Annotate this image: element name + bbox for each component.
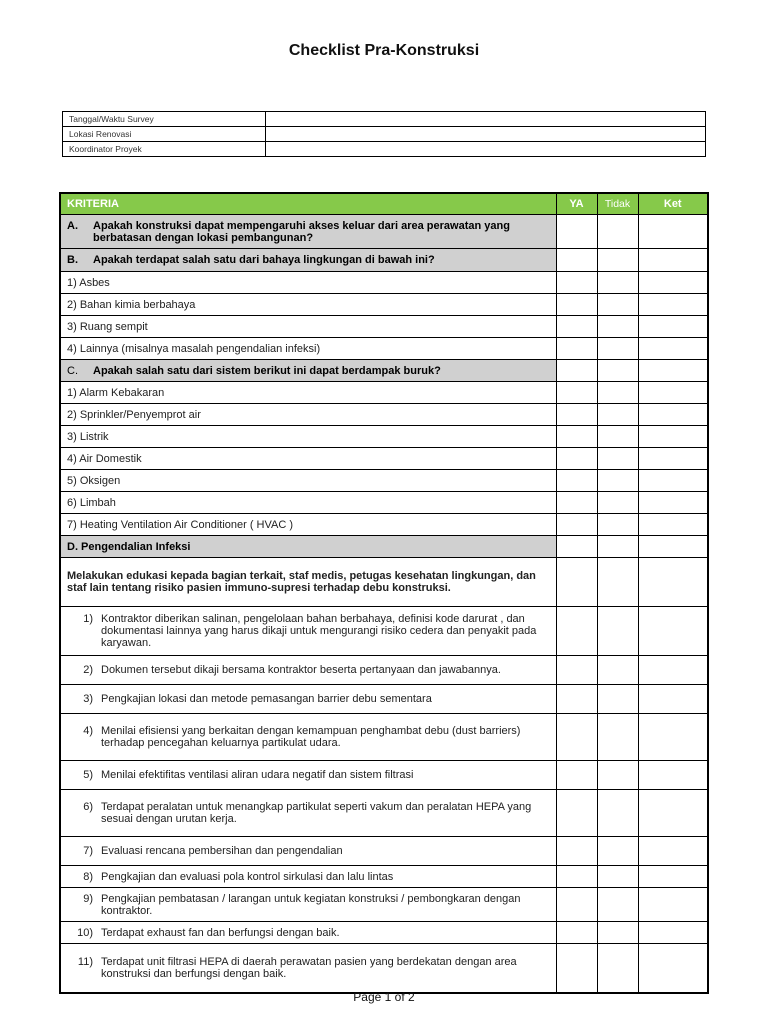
tidak-checkbox[interactable] — [597, 514, 638, 536]
ya-checkbox[interactable] — [556, 316, 597, 338]
ket-field[interactable] — [638, 404, 708, 426]
ya-checkbox[interactable] — [556, 922, 597, 944]
tidak-checkbox[interactable] — [597, 470, 638, 492]
info-value-field[interactable] — [266, 112, 706, 127]
section-c-question — [60, 360, 556, 382]
table-row — [60, 944, 708, 994]
ya-checkbox[interactable] — [556, 558, 597, 607]
tidak-checkbox[interactable] — [597, 761, 638, 790]
item-text: Dokumen tersebut dikaji bersama kontraktor beserta pertanyaan dan jawabannya. — [101, 664, 501, 676]
section-b-label: B. — [67, 254, 78, 266]
info-value-field[interactable] — [266, 127, 706, 142]
table-row — [60, 866, 708, 888]
section-d-row — [60, 536, 708, 558]
tidak-checkbox[interactable] — [597, 607, 638, 656]
tidak-checkbox[interactable] — [597, 536, 638, 558]
item-label: 4) Air Domestik — [60, 448, 556, 470]
tidak-checkbox[interactable] — [597, 272, 638, 294]
ya-checkbox[interactable] — [556, 470, 597, 492]
section-a-text: Apakah konstruksi dapat mempengaruhi akses keluar dari area perawatan yang berbatasan dengan lokasi pembangunan? — [93, 219, 510, 244]
ya-checkbox[interactable] — [556, 272, 597, 294]
header-ya: YA — [556, 193, 597, 215]
item-text: Pengkajian lokasi dan metode pemasangan barrier debu sementara — [101, 693, 432, 705]
survey-info-table — [62, 111, 706, 157]
ket-field[interactable] — [638, 514, 708, 536]
item-text: Evaluasi rencana pembersihan dan pengendalian — [101, 845, 343, 857]
ket-field[interactable] — [638, 837, 708, 866]
table-row — [60, 888, 708, 922]
table-row — [60, 714, 708, 761]
tidak-checkbox[interactable] — [597, 215, 638, 249]
table-row — [60, 272, 708, 294]
header-tidak: Tidak — [597, 193, 638, 215]
ket-field[interactable] — [638, 249, 708, 272]
table-row — [60, 470, 708, 492]
ket-field[interactable] — [638, 470, 708, 492]
section-c-label: C. — [67, 364, 78, 377]
ket-field[interactable] — [638, 448, 708, 470]
ya-checkbox[interactable] — [556, 837, 597, 866]
tidak-checkbox[interactable] — [597, 448, 638, 470]
table-row — [60, 837, 708, 866]
tidak-checkbox[interactable] — [597, 558, 638, 607]
item-number: 6) — [83, 801, 93, 813]
ket-field[interactable] — [638, 790, 708, 837]
ya-checkbox[interactable] — [556, 514, 597, 536]
item-number: 1) — [83, 613, 93, 625]
intro-text: Melakukan edukasi kepada bagian terkait, staf medis, petugas kesehatan lingkungan, dan staf lain tentang risiko pasien immuno-supresi terhadap debu konstruksi. — [60, 558, 556, 607]
ket-field[interactable] — [638, 866, 708, 888]
table-row — [60, 922, 708, 944]
ket-field[interactable] — [638, 888, 708, 922]
info-value-field[interactable] — [266, 142, 706, 157]
ket-field[interactable] — [638, 272, 708, 294]
item-text: Terdapat unit filtrasi HEPA di daerah perawatan pasien yang berdekatan dengan area konstruksi dan berfungsi dengan baik. — [101, 956, 517, 980]
item-number: 8) — [83, 870, 93, 883]
item-text: Pengkajian dan evaluasi pola kontrol sirkulasi dan lalu lintas — [101, 870, 394, 883]
table-row — [60, 685, 708, 714]
ya-checkbox[interactable] — [556, 866, 597, 888]
ket-field[interactable] — [638, 685, 708, 714]
section-c-row — [60, 360, 708, 382]
table-header — [60, 193, 708, 215]
info-label: Lokasi Renovasi — [63, 127, 266, 142]
item-number: 7) — [83, 845, 93, 857]
info-row — [63, 112, 706, 127]
ya-checkbox[interactable] — [556, 426, 597, 448]
ya-checkbox[interactable] — [556, 944, 597, 994]
ya-checkbox[interactable] — [556, 888, 597, 922]
item-text: Kontraktor diberikan salinan, pengelolaan bahan berbahaya, definisi kode darurat , dan dokumentasi lainnya yang harus dikaji untuk mengurangi risiko cedera dan penyakit pada karyawan. — [101, 613, 537, 649]
item-number: 9) — [83, 892, 93, 905]
item-label: 1) Asbes — [60, 272, 556, 294]
ya-checkbox[interactable] — [556, 714, 597, 761]
item-label: 5) Oksigen — [60, 470, 556, 492]
section-a-question — [60, 215, 556, 249]
ya-checkbox[interactable] — [556, 492, 597, 514]
section-b-row — [60, 249, 708, 272]
tidak-checkbox[interactable] — [597, 790, 638, 837]
ket-field[interactable] — [638, 656, 708, 685]
ket-field[interactable] — [638, 338, 708, 360]
ya-checkbox[interactable] — [556, 249, 597, 272]
tidak-checkbox[interactable] — [597, 382, 638, 404]
intro-row — [60, 558, 708, 607]
item-text: Menilai efektifitas ventilasi aliran udara negatif dan sistem filtrasi — [101, 769, 414, 781]
section-a-label: A. — [67, 219, 78, 232]
item-label: 3) Ruang sempit — [60, 316, 556, 338]
ket-field[interactable] — [638, 316, 708, 338]
ket-field[interactable] — [638, 360, 708, 382]
ya-checkbox[interactable] — [556, 761, 597, 790]
info-row — [63, 142, 706, 157]
item-number: 3) — [83, 693, 93, 705]
tidak-checkbox[interactable] — [597, 404, 638, 426]
page-title: Checklist Pra-Konstruksi — [288, 42, 480, 59]
tidak-checkbox[interactable] — [597, 944, 638, 994]
item-label: 2) Bahan kimia berbahaya — [60, 294, 556, 316]
item-number: 4) — [83, 725, 93, 737]
item-number: 10) — [77, 926, 93, 939]
ket-field[interactable] — [638, 215, 708, 249]
ya-checkbox[interactable] — [556, 685, 597, 714]
item-label: 1) Alarm Kebakaran — [60, 382, 556, 404]
item-label: 7) Heating Ventilation Air Conditioner ( HVAC ) — [60, 514, 556, 536]
item-label: 4) Lainnya (misalnya masalah pengendalian infeksi) — [60, 338, 556, 360]
ya-checkbox[interactable] — [556, 536, 597, 558]
tidak-checkbox[interactable] — [597, 294, 638, 316]
section-c-text: Apakah salah satu dari sistem berikut ini dapat berdampak buruk? — [93, 364, 441, 377]
ket-field[interactable] — [638, 382, 708, 404]
tidak-checkbox[interactable] — [597, 837, 638, 866]
tidak-checkbox[interactable] — [597, 922, 638, 944]
item-label: 3) Listrik — [60, 426, 556, 448]
ket-field[interactable] — [638, 558, 708, 607]
ya-checkbox[interactable] — [556, 338, 597, 360]
item-text: Menilai efisiensi yang berkaitan dengan kemampuan penghambat debu (dust barriers) terhadap pencegahan keluarnya partikulat udara. — [101, 725, 521, 749]
item-number: 11) — [77, 956, 93, 968]
ya-checkbox[interactable] — [556, 607, 597, 656]
table-row — [60, 448, 708, 470]
ket-field[interactable] — [638, 714, 708, 761]
ket-field[interactable] — [638, 426, 708, 448]
ket-field[interactable] — [638, 492, 708, 514]
item-text: Terdapat peralatan untuk menangkap partikulat seperti vakum dan peralatan HEPA yang sesuai dengan urutan kerja. — [101, 801, 532, 825]
table-row — [60, 607, 708, 656]
tidak-checkbox[interactable] — [597, 360, 638, 382]
ya-checkbox[interactable] — [556, 360, 597, 382]
tidak-checkbox[interactable] — [597, 888, 638, 922]
table-row — [60, 382, 708, 404]
tidak-checkbox[interactable] — [597, 685, 638, 714]
table-row — [60, 338, 708, 360]
header-kriteria: KRITERIA — [60, 193, 556, 215]
section-d-title: D. Pengendalian Infeksi — [60, 536, 556, 558]
ya-checkbox[interactable] — [556, 656, 597, 685]
section-b-question — [60, 249, 556, 272]
item-text: Terdapat exhaust fan dan berfungsi dengan baik. — [101, 926, 340, 939]
table-row — [60, 761, 708, 790]
tidak-checkbox[interactable] — [597, 426, 638, 448]
ya-checkbox[interactable] — [556, 382, 597, 404]
tidak-checkbox[interactable] — [597, 316, 638, 338]
ya-checkbox[interactable] — [556, 404, 597, 426]
ya-checkbox[interactable] — [556, 448, 597, 470]
ket-field[interactable] — [638, 922, 708, 944]
table-row — [60, 294, 708, 316]
tidak-checkbox[interactable] — [597, 338, 638, 360]
table-row — [60, 514, 708, 536]
info-row — [63, 127, 706, 142]
ya-checkbox[interactable] — [556, 790, 597, 837]
ya-checkbox[interactable] — [556, 294, 597, 316]
ket-field[interactable] — [638, 607, 708, 656]
tidak-checkbox[interactable] — [597, 249, 638, 272]
ket-field[interactable] — [638, 944, 708, 994]
tidak-checkbox[interactable] — [597, 714, 638, 761]
ket-field[interactable] — [638, 761, 708, 790]
item-text: Pengkajian pembatasan / larangan untuk kegiatan konstruksi / pembongkaran dengan kontraktor. — [101, 892, 521, 917]
item-number: 5) — [83, 769, 93, 781]
info-label: Tanggal/Waktu Survey — [63, 112, 266, 127]
page-footer: Page 1 of 2 — [353, 990, 415, 1004]
table-row — [60, 404, 708, 426]
section-b-text: Apakah terdapat salah satu dari bahaya lingkungan di bawah ini? — [93, 254, 435, 266]
item-label: 2) Sprinkler/Penyemprot air — [60, 404, 556, 426]
table-row — [60, 316, 708, 338]
ket-field[interactable] — [638, 294, 708, 316]
ket-field[interactable] — [638, 536, 708, 558]
section-a-row — [60, 215, 708, 249]
table-row — [60, 492, 708, 514]
info-label: Koordinator Proyek — [63, 142, 266, 157]
table-row — [60, 426, 708, 448]
item-number: 2) — [83, 664, 93, 676]
criteria-table — [59, 192, 709, 994]
tidak-checkbox[interactable] — [597, 492, 638, 514]
tidak-checkbox[interactable] — [597, 656, 638, 685]
tidak-checkbox[interactable] — [597, 866, 638, 888]
header-ket: Ket — [638, 193, 708, 215]
item-label: 6) Limbah — [60, 492, 556, 514]
ya-checkbox[interactable] — [556, 215, 597, 249]
table-row — [60, 790, 708, 837]
table-row — [60, 656, 708, 685]
